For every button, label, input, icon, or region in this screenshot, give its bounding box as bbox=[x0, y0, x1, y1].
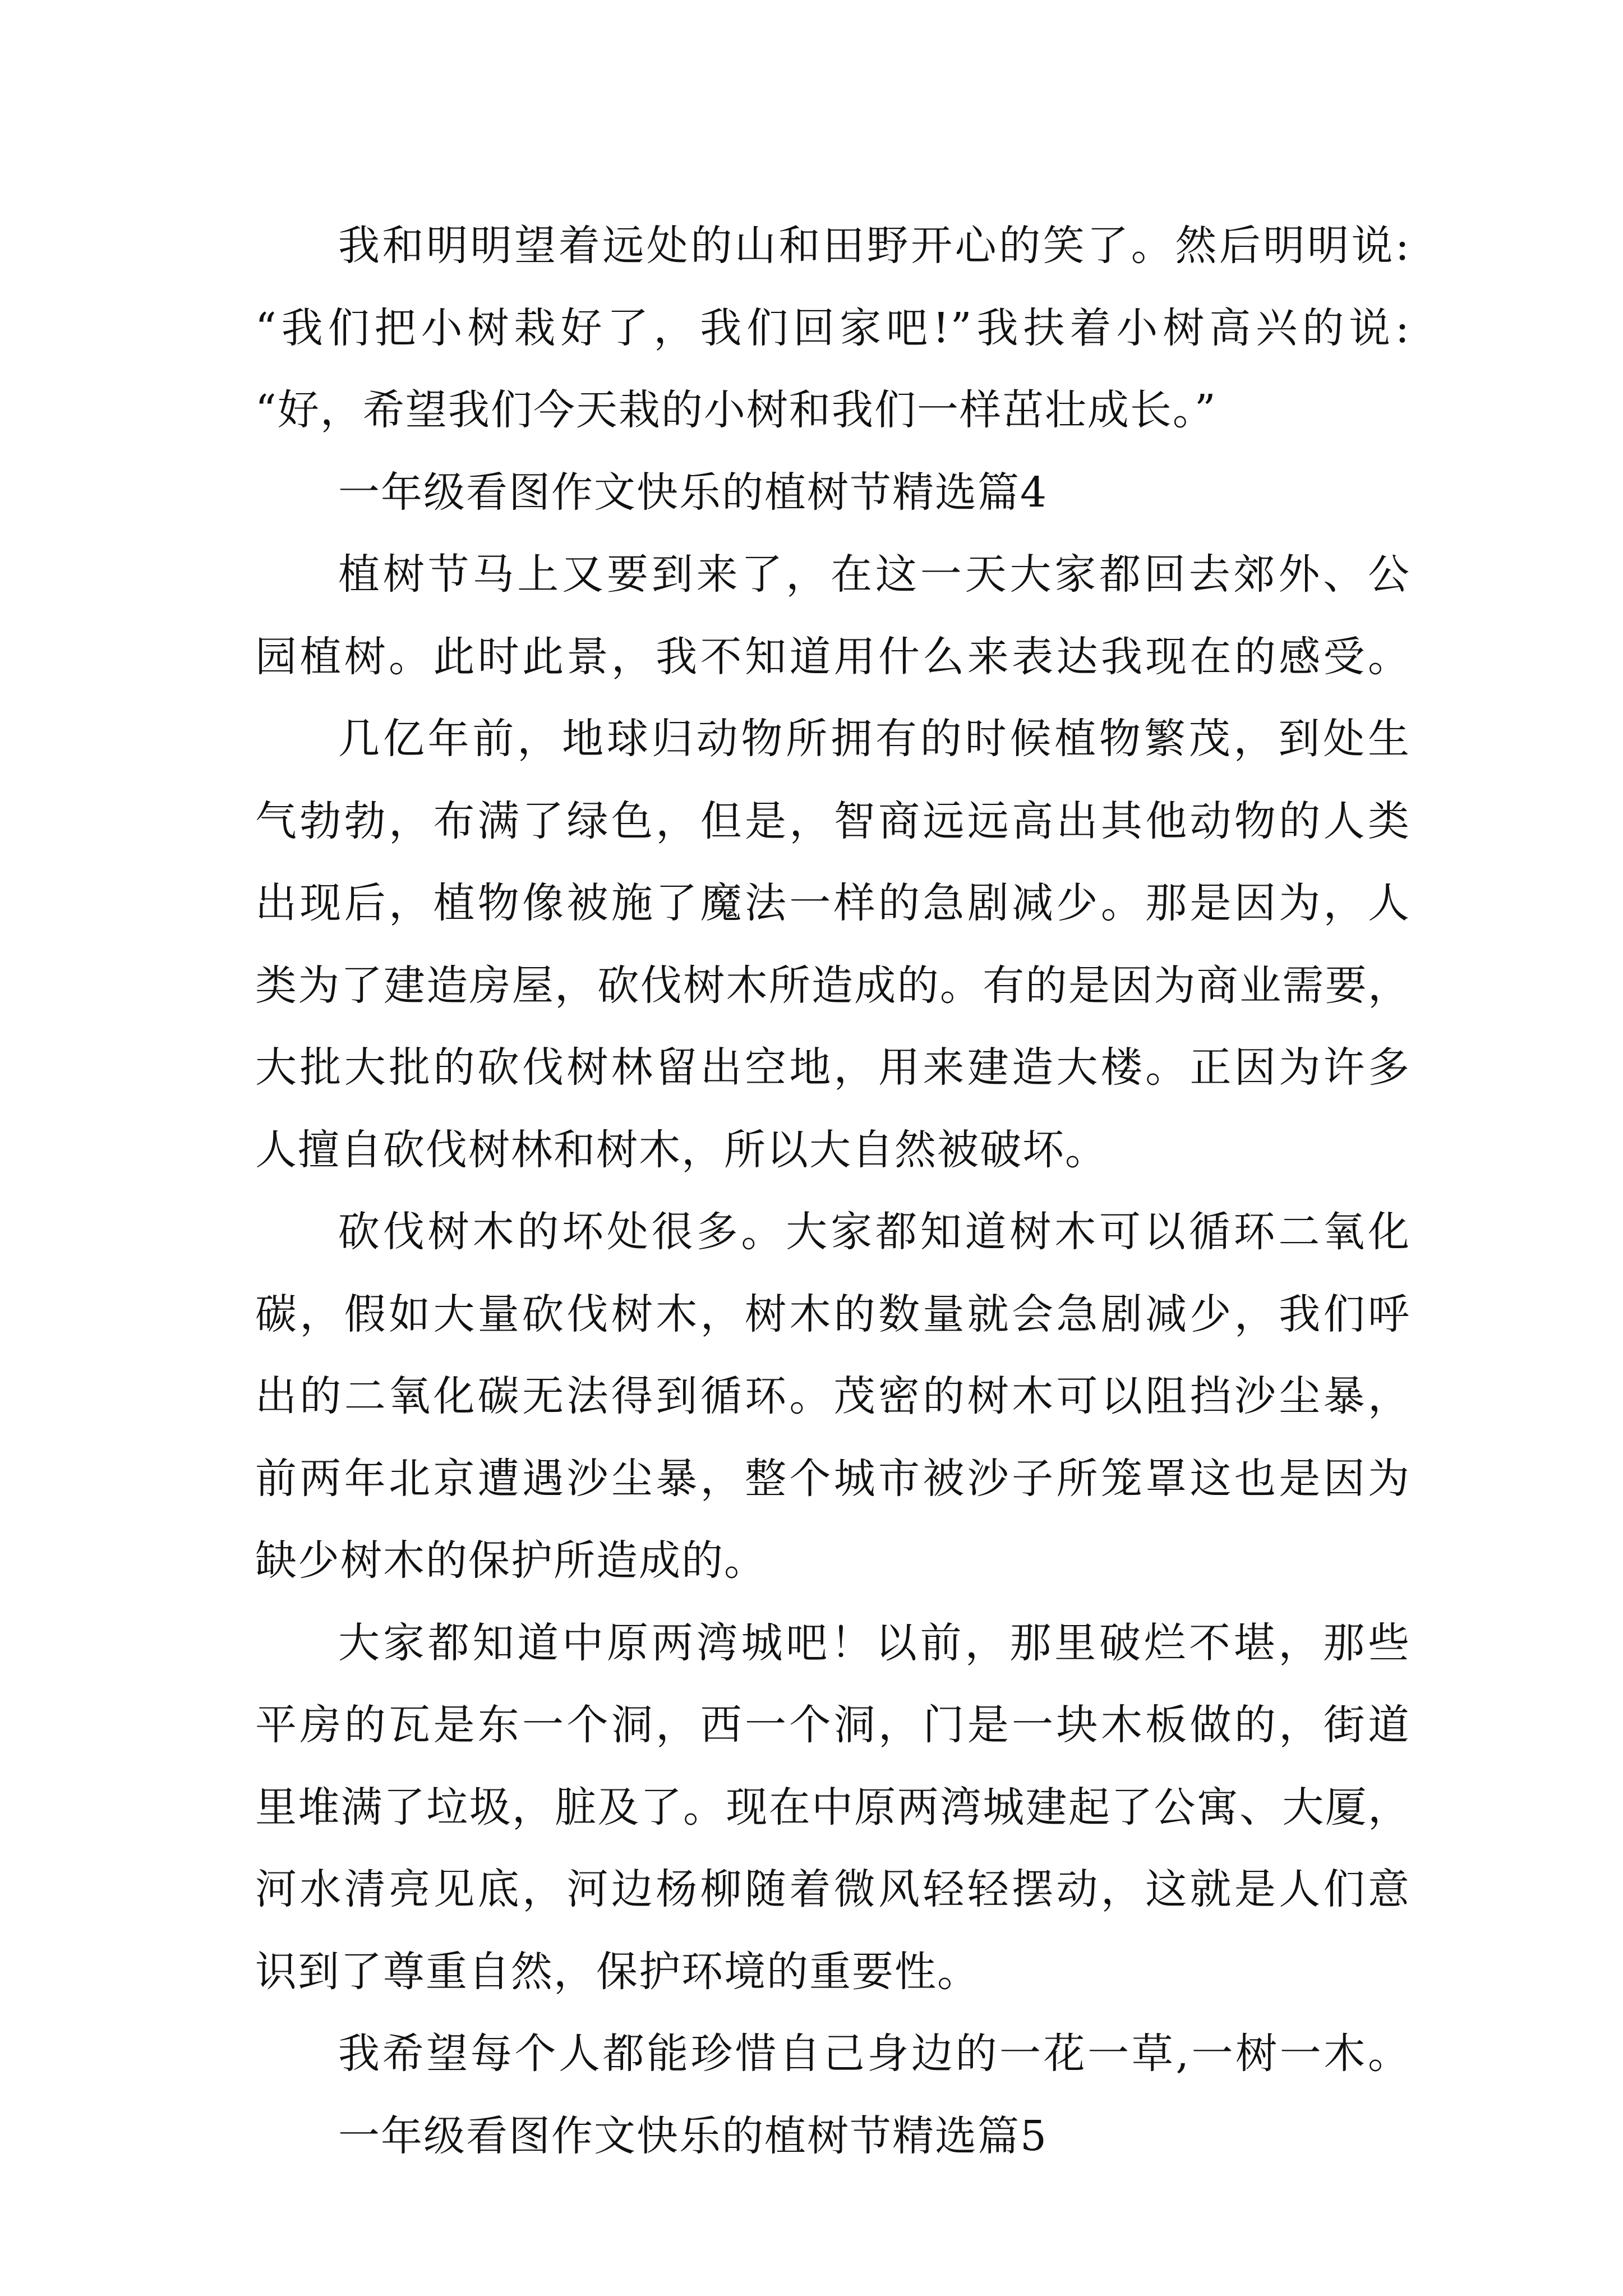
text-line: 出的二氧化碳无法得到循环。茂密的树木可以阻挡沙尘暴， bbox=[255, 1372, 1410, 1420]
text-line: 植树节马上又要到来了，在这一天大家都回去郊外、公 bbox=[338, 550, 1410, 599]
text-line: “我们把小树栽好了，我们回家吧!”我扶着小树高兴的说: bbox=[255, 303, 1410, 352]
text-line: 缺少树木的保护所造成的。 bbox=[255, 1536, 767, 1585]
section-heading: 一年级看图作文快乐的植树节精选篇4 bbox=[338, 468, 1048, 517]
text-line: 平房的瓦是东一个洞，西一个洞，门是一块木板做的，街道 bbox=[255, 1701, 1410, 1749]
text-line: 前两年北京遭遇沙尘暴，整个城市被沙子所笼罩这也是因为 bbox=[255, 1454, 1410, 1503]
text-line: 人擅自砍伐树林和树木，所以大自然被破坏。 bbox=[255, 1125, 1108, 1174]
section-heading: 一年级看图作文快乐的植树节精选篇5 bbox=[338, 2111, 1048, 2160]
text-line: 气勃勃，布满了绿色，但是，智商远远高出其他动物的人类 bbox=[255, 797, 1410, 845]
text-line: 园植树。此时此景，我不知道用什么来表达我现在的感受。 bbox=[255, 632, 1410, 681]
text-line: 我和明明望着远处的山和田野开心的笑了。然后明明说: bbox=[338, 222, 1410, 270]
text-line: 碳，假如大量砍伐树木，树木的数量就会急剧减少，我们呼 bbox=[255, 1290, 1410, 1338]
text-line: 我希望每个人都能珍惜自己身边的一花一草,一树一木。 bbox=[338, 2030, 1410, 2078]
text-line: 河水清亮见底，河边杨柳随着微风轻轻摆动，这就是人们意 bbox=[255, 1865, 1410, 1913]
text-line: 里堆满了垃圾，脏及了。现在中原两湾城建起了公寓、大厦， bbox=[255, 1783, 1410, 1832]
text-line: “好，希望我们今天栽的小树和我们一样茁壮成长。” bbox=[255, 386, 1217, 434]
text-line: 砍伐树木的坏处很多。大家都知道树木可以循环二氧化 bbox=[338, 1208, 1410, 1256]
text-line: 类为了建造房屋，砍伐树木所造成的。有的是因为商业需要， bbox=[255, 961, 1410, 1010]
text-line: 识到了尊重自然，保护环境的重要性。 bbox=[255, 1947, 980, 1996]
text-line: 大批大批的砍伐树林留出空地，用来建造大楼。正因为许多 bbox=[255, 1043, 1410, 1092]
text-line: 大家都知道中原两湾城吧！以前，那里破烂不堪，那些 bbox=[338, 1618, 1410, 1667]
document-body bbox=[255, 205, 1410, 2177]
text-line: 出现后，植物像被施了魔法一样的急剧减少。那是因为，人 bbox=[255, 879, 1410, 927]
text-line: 几亿年前，地球归动物所拥有的时候植物繁茂，到处生 bbox=[338, 715, 1410, 763]
